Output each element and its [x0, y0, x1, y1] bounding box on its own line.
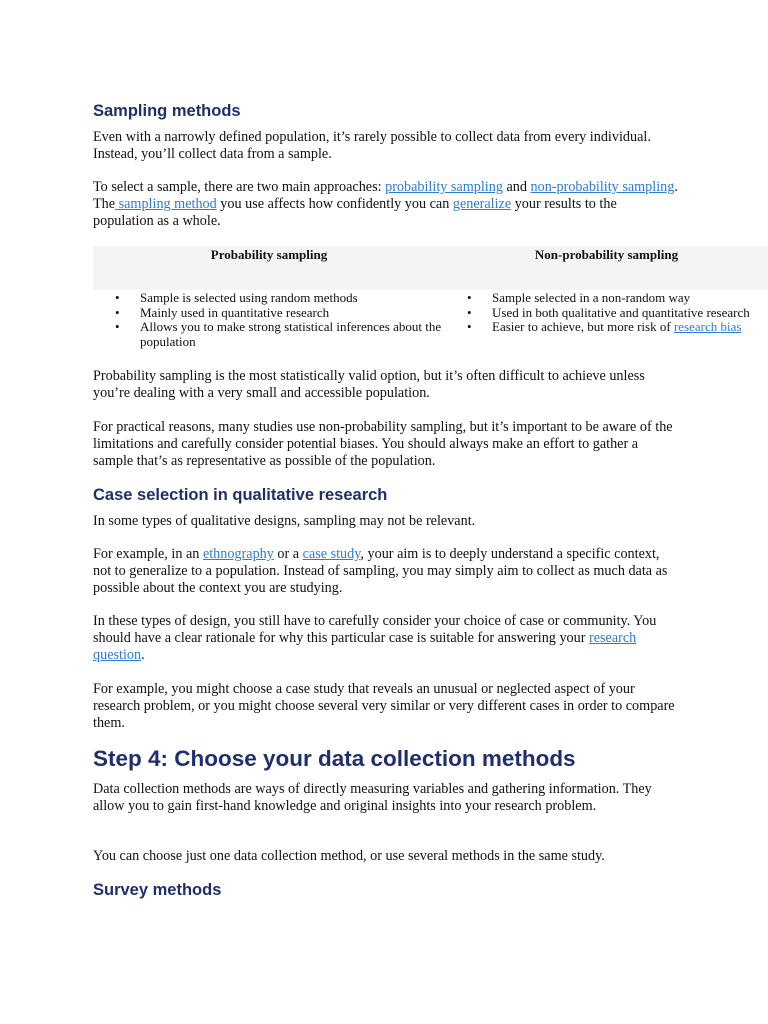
table-header-probability: Probability sampling	[210, 247, 328, 262]
text-span: or a	[273, 546, 303, 562]
text-span: .	[141, 647, 145, 663]
paragraph-data-collection-choice: You can choose just one data collection method, or use several methods in the same study.	[93, 848, 605, 864]
paragraph-practical-reasons: For practical reasons, many studies use non-probability sampling, but it’s important to be aware of the limitations and carefully consider potential biases. You should always make an effort to gather a sample that’s as representative as possible of the population.	[93, 419, 673, 469]
text-span: your results to the population as a whole.	[93, 196, 617, 229]
text-span: In these types of design, you still have to carefully consider your choice of case or community. You should have a clear rationale for why this particular case is suitable for answering your	[93, 613, 657, 646]
section-heading-step-4: Step 4: Choose your data collection methods	[93, 746, 576, 771]
probability-list	[93, 291, 445, 349]
text-span: Easier to achieve, but more risk of	[492, 319, 674, 335]
section-heading-case-selection: Case selection in qualitative research	[93, 486, 388, 504]
table-header-row	[93, 246, 768, 290]
list-item	[445, 320, 768, 335]
list-item: • Sample selected in a non-random way	[445, 291, 768, 306]
sampling-comparison-table	[93, 246, 768, 349]
text-span: To select a sample, there are two main approaches:	[93, 179, 386, 195]
text-span: . The	[93, 179, 678, 212]
text-span: , your aim is to deeply understand a specific context, not to generalize to a population. Instead of sampling, you may simply aim to collect as much data as possible about the context you are studying.	[93, 546, 668, 596]
link-ethnography[interactable]: ethnography	[202, 546, 274, 562]
paragraph-ethnography	[93, 546, 678, 597]
paragraph-probability-valid: Probability sampling is the most statistically valid option, but it’s often difficult to achieve unless you’re dealing with a very small and accessible population.	[93, 368, 645, 401]
link-non-probability-sampling[interactable]: non-probability sampling	[530, 179, 675, 195]
link-sampling-method[interactable]: sampling method	[115, 196, 217, 212]
link-case-study[interactable]: case study	[302, 546, 361, 562]
paragraph-sampling-approaches	[93, 179, 678, 230]
table-header-non-probability: Non-probability sampling	[534, 247, 679, 262]
paragraph-case-intro: In some types of qualitative designs, sampling may not be relevant.	[93, 513, 476, 529]
list-item: • Used in both qualitative and quantitative research	[445, 306, 768, 321]
paragraph-design-choice	[93, 613, 678, 664]
section-heading-survey-methods: Survey methods	[93, 881, 222, 899]
text-span: you use affects how confidently you can	[216, 196, 453, 212]
paragraph-data-collection-intro: Data collection methods are ways of directly measuring variables and gathering information. They allow you to gain first-hand knowledge and original insights into your research problem.	[93, 781, 652, 814]
link-research-bias[interactable]: research bias	[673, 319, 742, 335]
non-probability-list	[445, 291, 768, 335]
link-research-question[interactable]: research question	[93, 630, 637, 663]
link-generalize[interactable]: generalize	[452, 196, 512, 212]
list-item: • Allows you to make strong statistical inferences about the population	[93, 320, 445, 349]
paragraph-sampling-intro: Even with a narrowly defined population, it’s rarely possible to collect data from every individual. Instead, you’ll collect data from a sample.	[93, 129, 651, 162]
section-heading-sampling-methods: Sampling methods	[93, 102, 241, 120]
list-item: • Sample is selected using random methods	[93, 291, 445, 306]
list-item: • Mainly used in quantitative research	[93, 306, 445, 321]
text-span: For example, in an	[93, 546, 203, 562]
link-probability-sampling[interactable]: probability sampling	[385, 179, 503, 195]
paragraph-case-example: For example, you might choose a case study that reveals an unusual or neglected aspect of your research problem, or you might choose several very similar or very different cases in order to compare them.	[93, 681, 675, 731]
text-span: and	[502, 179, 531, 195]
